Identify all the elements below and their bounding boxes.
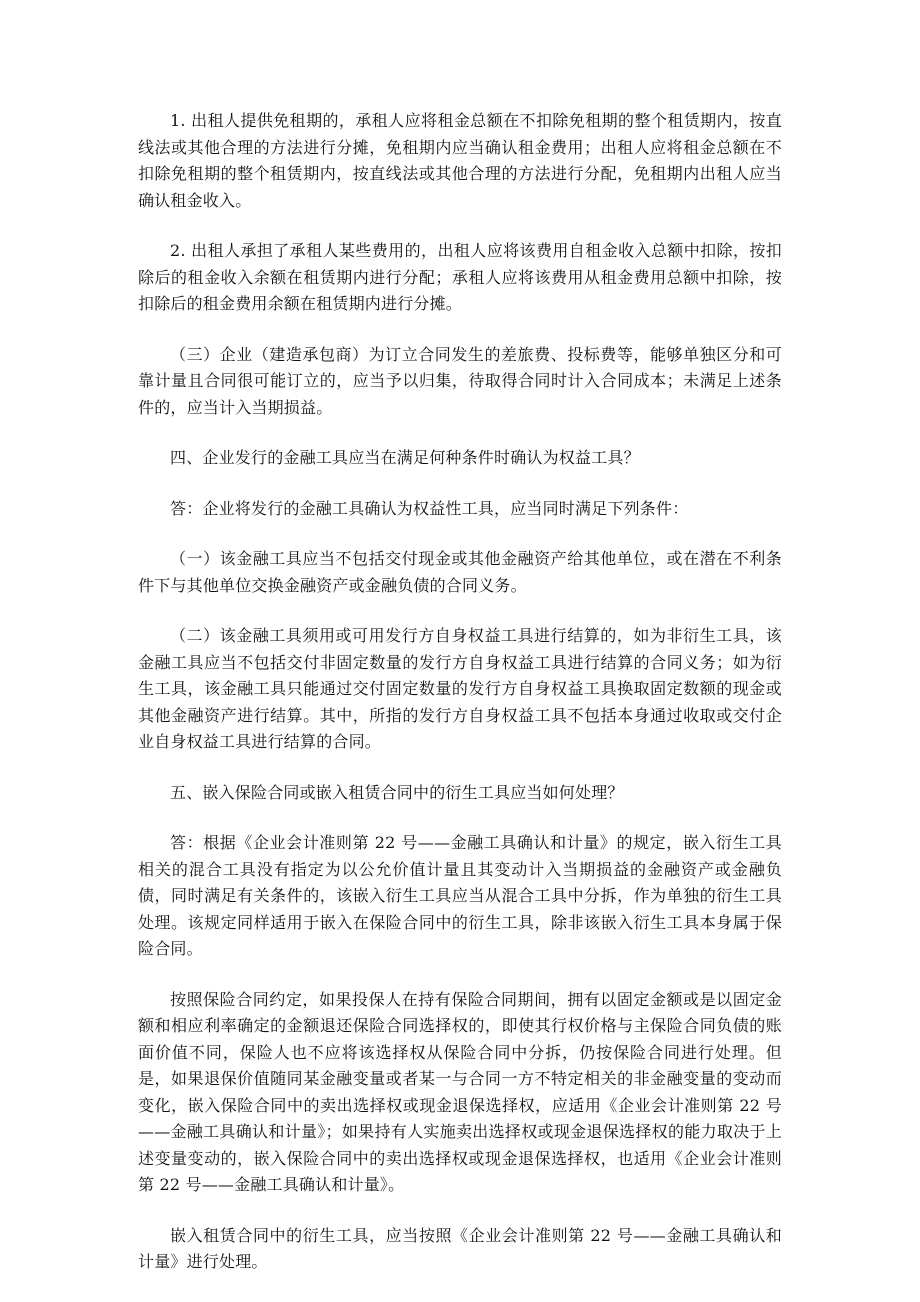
paragraph-contract-costs: （三）企业（建造承包商）为订立合同发生的差旅费、投标费等，能够单独区分和可靠计量且合同很可能订立的，应当予以归集，待取得合同时计入合同成本；未满足上述条件的，应当计入当期损益。 <box>138 344 782 417</box>
answer-five-standard: 答：根据《企业会计准则第 22 号——金融工具确认和计量》的规定，嵌入衍生工具相关的混合工具没有指定为以公允价值计量且其变动计入当期损益的金融资产或金融负债，同时满足有关条件的，该嵌入衍生工具应当从混合工具中分拆，作为单独的衍生工具处理。该规定同样适用于嵌入在保险合同中的衍生工具，除非该嵌入衍生工具本身属于保险合同。 <box>138 833 782 958</box>
question-heading-four: 四、企业发行的金融工具应当在满足何种条件时确认为权益工具？ <box>170 448 640 467</box>
paragraph-rent-free-period: 1. 出租人提供免租期的，承租人应将租金总额在不扣除免租期的整个租赁期内，按直线法或其他合理的方法进行分摊，免租期内应当确认租金费用；出租人应将租金总额在不扣除免租期的整个租赁期内，按直线法或其他合理的方法进行分配，免租期内出租人应当确认租金收入。 <box>138 111 782 210</box>
paragraph-lessor-expenses: 2. 出租人承担了承租人某些费用的，出租人应将该费用自租金收入总额中扣除，按扣除后的租金收入余额在租赁期内进行分配；承租人应将该费用从租金费用总额中扣除，按扣除后的租金费用余额在租赁期内进行分摊。 <box>138 241 782 313</box>
answer-intro-four: 答：企业将发行的金融工具确认为权益性工具，应当同时满足下列条件： <box>170 498 689 518</box>
condition-two: （二）该金融工具须用或可用发行方自身权益工具进行结算的，如为非衍生工具，该金融工具应当不包括交付非固定数量的发行方自身权益工具进行结算的合同义务；如为衍生工具，该金融工具只能通过交付固定数量的发行方自身权益工具换取固定数额的现金或其他金融资产进行结算。其中，所指的发行方自身权益工具不包括本身通过收取或交付企业自身权益工具进行结算的合同。 <box>138 626 782 751</box>
paragraph-lease-derivatives: 嵌入租赁合同中的衍生工具，应当按照《企业会计准则第 22 号——金融工具确认和计量》进行处理。 <box>138 1225 782 1271</box>
paragraph-insurance-options: 按照保险合同约定，如果投保人在持有保险合同期间，拥有以固定金额或是以固定金额和相应利率确定的金额退还保险合同选择权的，即使其行权价格与主保险合同负债的账面价值不同，保险人也不应将该选择权从保险合同中分拆，仍按保险合同进行处理。但是，如果退保价值随同某金融变量或者某一与合同一方不特定相关的非金融变量的变动而变化，嵌入保险合同中的卖出选择权或现金退保选择权，应适用《企业会计准则第 22 号——金融工具确认和计量》；如果持有人实施卖出选择权或现金退保选择权的能力取决于上述变量变动的，嵌入保险合同中的卖出选择权或现金退保选择权，也适用《企业会计准则第 22 号——金融工具确认和计量》。 <box>138 989 782 1194</box>
question-heading-five: 五、嵌入保险合同或嵌入租赁合同中的衍生工具应当如何处理？ <box>170 782 624 802</box>
condition-one: （一）该金融工具应当不包括交付现金或其他金融资产给其他单位，或在潜在不利条件下与其他单位交换金融资产或金融负债的合同义务。 <box>138 549 782 595</box>
